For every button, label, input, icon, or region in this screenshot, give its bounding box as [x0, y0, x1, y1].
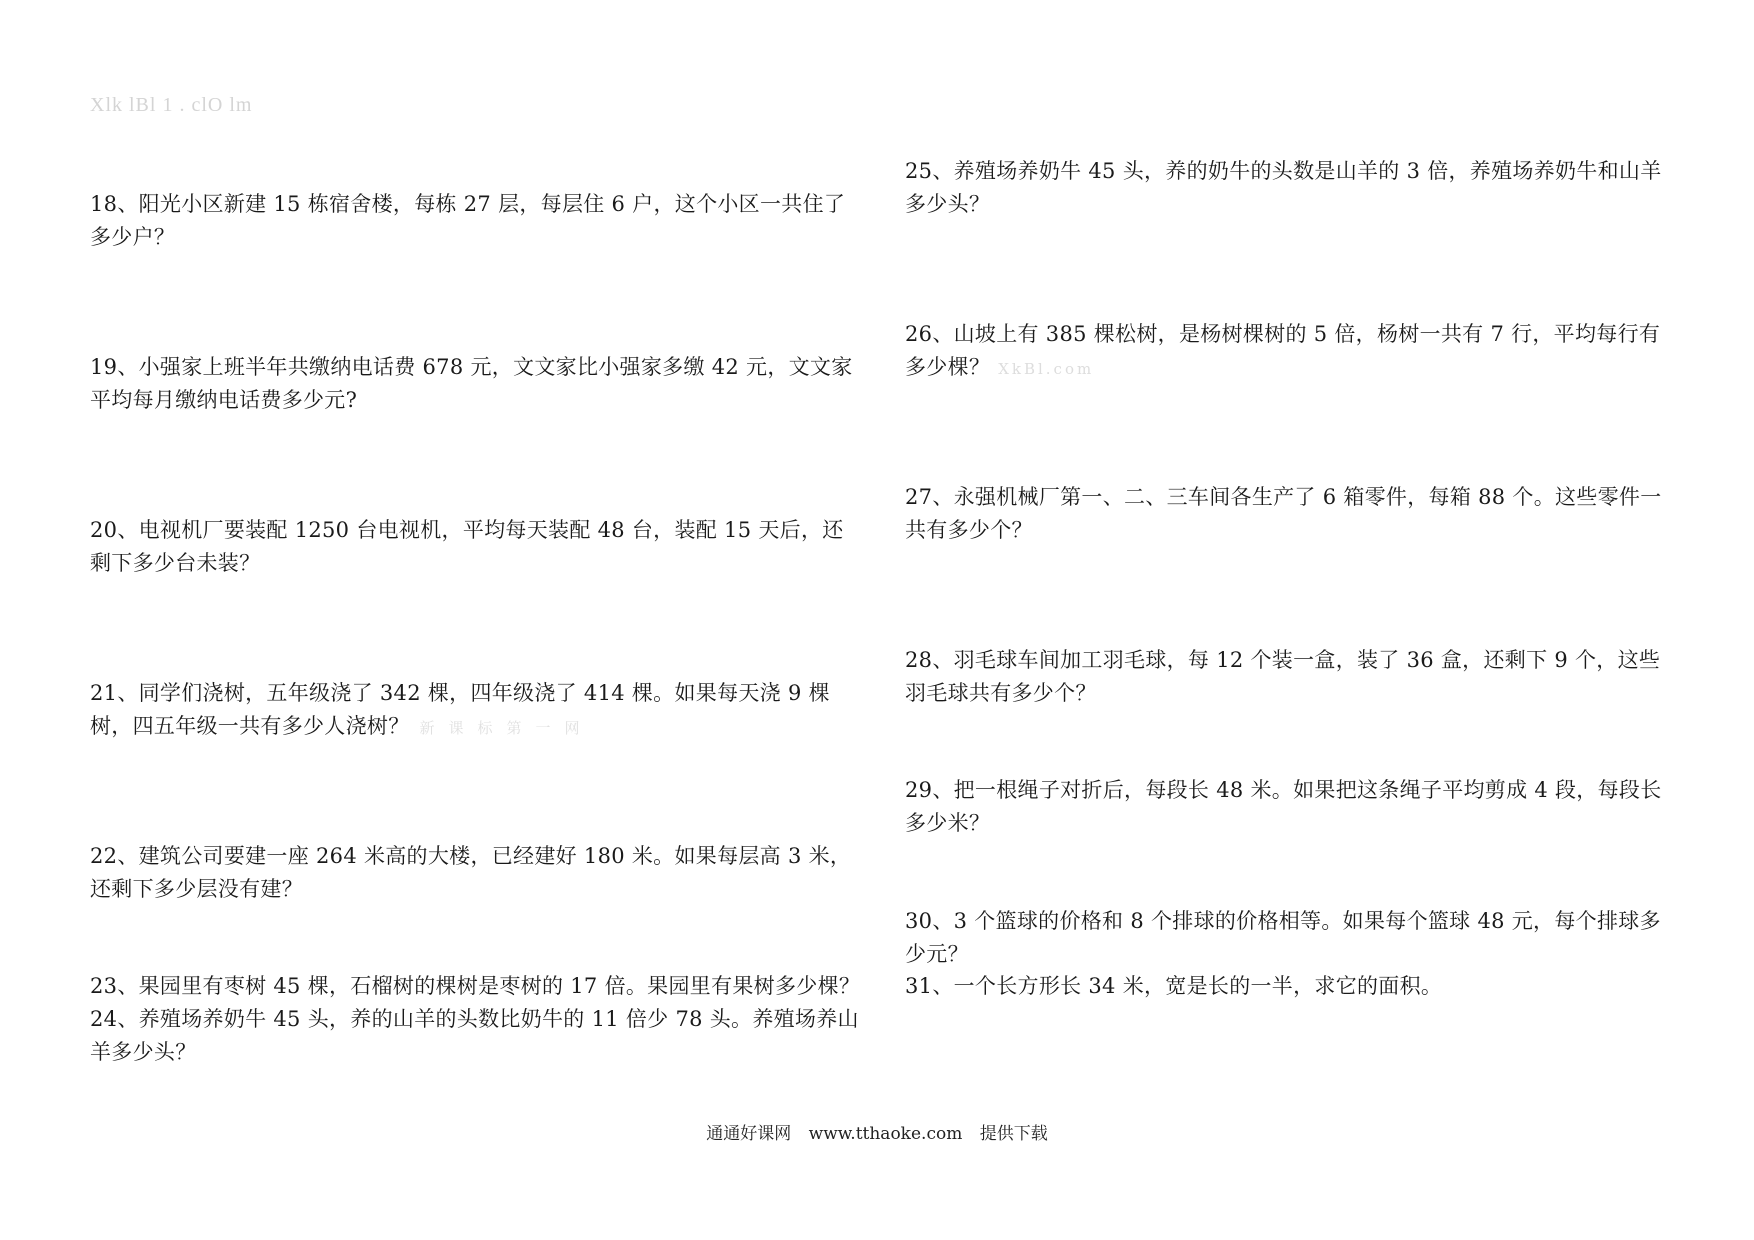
- problem-21: [90, 677, 862, 745]
- problem-text: 29、把一根绳子对折后，每段长 48 米。如果把这条绳子平均剪成 4 段，每段长多少米？: [905, 778, 1662, 835]
- problem-29: [905, 774, 1677, 840]
- problem-text: 21、同学们浇树，五年级浇了 342 棵，四年级浇了 414 棵。如果每天浇 9 棵树，四五年级一共有多少人浇树？: [90, 681, 830, 738]
- problem-text: 26、山坡上有 385 棵松树，是杨树棵树的 5 倍，杨树一共有 7 行，平均每行有多少棵？: [905, 322, 1661, 379]
- problem-text: 31、一个长方形长 34 米，宽是长的一半，求它的面积。: [905, 974, 1443, 998]
- problem-19: [90, 351, 862, 417]
- problem-text: 28、羽毛球车间加工羽毛球，每 12 个装一盒，装了 36 盒，还剩下 9 个，这些羽毛球共有多少个？: [905, 648, 1661, 705]
- problem-text: 24、养殖场养奶牛 45 头，养的山羊的头数比奶牛的 11 倍少 78 头。养殖场养山羊多少头？: [90, 1007, 859, 1064]
- problem-text: 20、电视机厂要装配 1250 台电视机，平均每天装配 48 台，装配 15 天后，还剩下多少台未装？: [90, 518, 844, 575]
- problem-text: 30、3 个篮球的价格和 8 个排球的价格相等。如果每个篮球 48 元，每个排球多少元？: [905, 909, 1661, 966]
- footer-site-name: 通通好课网: [706, 1124, 792, 1144]
- problem-31: [905, 970, 1677, 1003]
- problem-20: [90, 514, 862, 580]
- problem-30: [905, 905, 1677, 971]
- problem-23: [90, 970, 862, 1003]
- problem-27: [905, 481, 1677, 547]
- problem-18: [90, 188, 862, 254]
- problem-24: [90, 1003, 862, 1069]
- problem-22: [90, 840, 862, 906]
- page-footer: [0, 1119, 1754, 1144]
- problem-text: 22、建筑公司要建一座 264 米高的大楼，已经建好 180 米。如果每层高 3 米，还剩下多少层没有建？: [90, 844, 852, 901]
- problem-text: 18、阳光小区新建 15 栋宿舍楼，每栋 27 层，每层住 6 户，这个小区一共住了多少户？: [90, 192, 846, 249]
- problem-text: 23、果园里有枣树 45 棵，石榴树的棵树是枣树的 17 倍。果园里有果树多少棵？: [90, 974, 861, 998]
- inline-watermark: 新课标第一网: [419, 719, 594, 737]
- problem-text: 27、永强机械厂第一、二、三车间各生产了 6 箱零件，每箱 88 个。这些零件一共有多少个？: [905, 485, 1662, 542]
- problem-25: [905, 155, 1677, 221]
- problem-text: 19、小强家上班半年共缴纳电话费 678 元，文文家比小强家多缴 42 元，文文家平均每月缴纳电话费多少元?: [90, 355, 853, 412]
- watermark-top: Xlk lBl 1 . clO lm: [90, 94, 253, 116]
- footer-action: 提供下载: [979, 1124, 1048, 1144]
- problem-26: [905, 318, 1677, 386]
- problem-28: [905, 644, 1677, 710]
- footer-url: www.tthaoke.com: [808, 1124, 963, 1144]
- inline-watermark: XkBl.com: [998, 360, 1095, 378]
- problem-text: 25、养殖场养奶牛 45 头，养的奶牛的头数是山羊的 3 倍，养殖场养奶牛和山羊多少头？: [905, 159, 1662, 216]
